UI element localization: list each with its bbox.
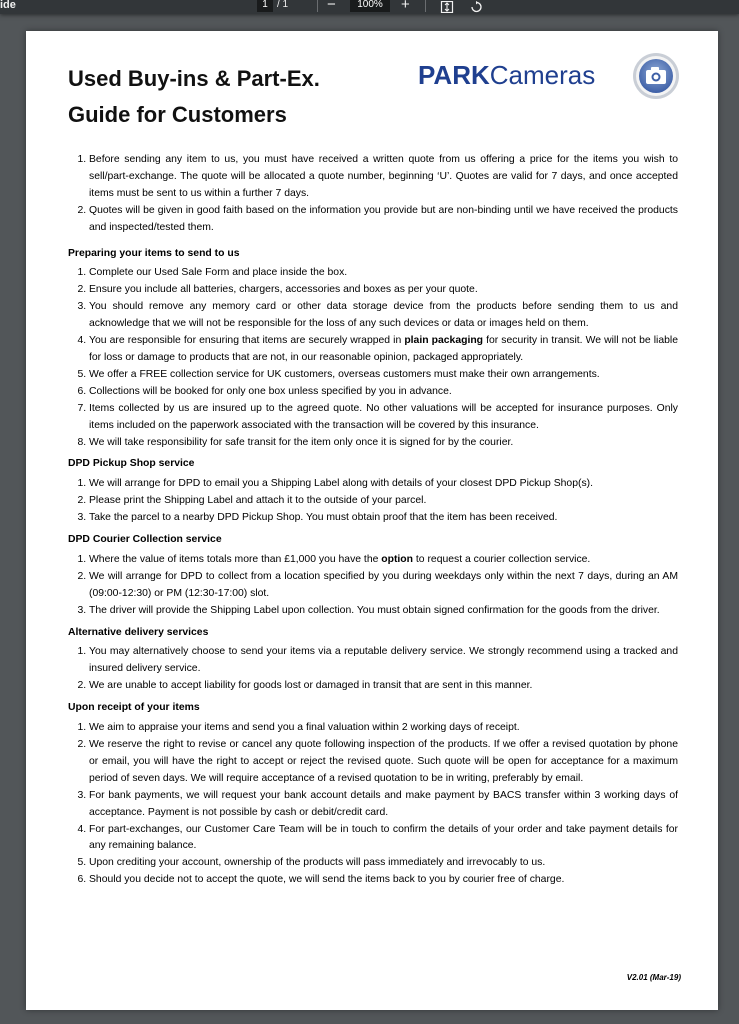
list-item: 4. For part-exchanges, our Customer Care Team will be in touch to confirm the details of your order and take payment details for any remaining balance. <box>89 822 678 856</box>
list-item: 3. You should remove any memory card or other data storage device from the products before sending them to us and acknowledge that we will not be responsible for the loss of any such devices or data or images held on them. <box>89 299 678 333</box>
title-line-2: Guide for Customers <box>68 102 287 127</box>
page-number-input[interactable]: 1 <box>257 0 273 12</box>
list-item: 2. We will arrange for DPD to collect from a location specified by you during weekdays only within the next 7 days, during an AM (09:00-12:30) or PM (12:30-17:00) slot. <box>89 569 678 603</box>
list-item: 7. Items collected by us are insured up to the agreed quote. No other valuations will be accepted for insurance purposes. Only items included on the paperwork associated with the transaction will be covered by this insurance. <box>89 401 678 435</box>
list-item: 2. We reserve the right to revise or cancel any quote following inspection of the products. If we offer a revised quotation by phone or email, you will have the right to accept or reject the revised quote. Such quote will be open for acceptance for a maximum period of seven days. We will require acceptance of a revised quotation to be in writing, preferably by email. <box>89 737 678 788</box>
list-item: 3. The driver will provide the Shipping Label upon collection. You must obtain signed confirmation for the goods from the driver. <box>89 603 678 620</box>
camera-logo-icon <box>632 52 680 100</box>
list-item: 5. We offer a FREE collection service for UK customers, overseas customers must make their own arrangements. <box>89 367 678 384</box>
alternative-delivery-list <box>68 644 678 695</box>
list-item: 1. You may alternatively choose to send your items via a reputable delivery service. We strongly recommend using a tracked and insured delivery service. <box>89 644 678 678</box>
park-cameras-logo <box>418 52 680 104</box>
document-title-label: ide <box>0 0 16 11</box>
list-item: 2. Quotes will be given in good faith based on the information you provide but are non-binding until we have received the products and inspected/tested them. <box>89 203 678 237</box>
list-item: 6. Should you decide not to accept the quote, we will send the items back to you by courier free of charge. <box>89 872 678 889</box>
dpd-courier-list <box>68 552 678 620</box>
list-item: 1. Before sending any item to us, you must have received a written quote from us offering a price for the items you wish to sell/part-exchange. The quote will be allocated a quote number, beginning ‘U’. Quotes are valid for 7 days, and once accepted items must be sent to us within a further 7 days. <box>89 152 678 203</box>
list-item: 2. Please print the Shipping Label and attach it to the outside of your parcel. <box>89 493 678 510</box>
section-heading: DPD Courier Collection service <box>68 534 222 546</box>
logo-wordmark: PARKCameras <box>418 60 596 90</box>
page-count-label: / 1 <box>277 0 289 10</box>
list-item: 6. Collections will be booked for only one box unless specified by you in advance. <box>89 384 678 401</box>
list-item: 2. Ensure you include all batteries, chargers, accessories and boxes as per your quote. <box>89 282 678 299</box>
list-item: 1. Complete our Used Sale Form and place inside the box. <box>89 265 678 282</box>
pdf-toolbar <box>0 0 739 14</box>
list-item: 3. Take the parcel to a nearby DPD Pickup Shop. You must obtain proof that the item has been received. <box>89 510 678 527</box>
toolbar-divider <box>317 0 318 12</box>
list-item: 1. We will arrange for DPD to email you a Shipping Label along with details of your closest DPD Pickup Shop(s). <box>89 476 678 493</box>
list-item: 5. Upon crediting your account, ownership of the products will pass immediately and irrevocably to us. <box>89 855 678 872</box>
zoom-in-button[interactable]: + <box>401 0 410 13</box>
zoom-out-button[interactable]: − <box>327 0 336 13</box>
list-item: 4. You are responsible for ensuring that items are securely wrapped in plain packaging for security in transit. We will not be liable for loss or damage to products that are not, in our reasonable opinion, packaged appropriately. <box>89 333 678 367</box>
list-item: 1. We aim to appraise your items and send you a final valuation within 2 working days of receipt. <box>89 720 678 737</box>
toolbar-divider <box>425 0 426 12</box>
preparing-items-list <box>68 265 678 451</box>
list-item: 2. We are unable to accept liability for goods lost or damaged in transit that are sent in this manner. <box>89 678 678 695</box>
dpd-pickup-list <box>68 476 678 527</box>
list-item: 1. Where the value of items totals more than £1,000 you have the option to request a courier collection service. <box>89 552 678 569</box>
page-title <box>68 61 320 133</box>
document-body <box>68 152 678 889</box>
title-line-1: Used Buy-ins & Part-Ex. <box>68 66 320 91</box>
section-heading: DPD Pickup Shop service <box>68 458 195 470</box>
list-item: 3. For bank payments, we will request your bank account details and make payment by BACS transfer within 3 working days of acceptance. Payment is not possible by cash or debit/credit card. <box>89 788 678 822</box>
document-page <box>26 31 718 1010</box>
upon-receipt-list <box>68 720 678 889</box>
section-heading: Upon receipt of your items <box>68 702 200 714</box>
intro-list <box>68 152 678 237</box>
rotate-icon[interactable] <box>469 0 483 18</box>
section-heading: Alternative delivery services <box>68 626 209 638</box>
fit-page-icon[interactable] <box>440 0 454 18</box>
list-item: 8. We will take responsibility for safe transit for the item only once it is signed for by the courier. <box>89 435 678 452</box>
section-heading: Preparing your items to send to us <box>68 247 240 259</box>
version-label: V2.01 (Mar-19) <box>626 973 681 982</box>
zoom-level-input[interactable]: 100% <box>350 0 390 12</box>
